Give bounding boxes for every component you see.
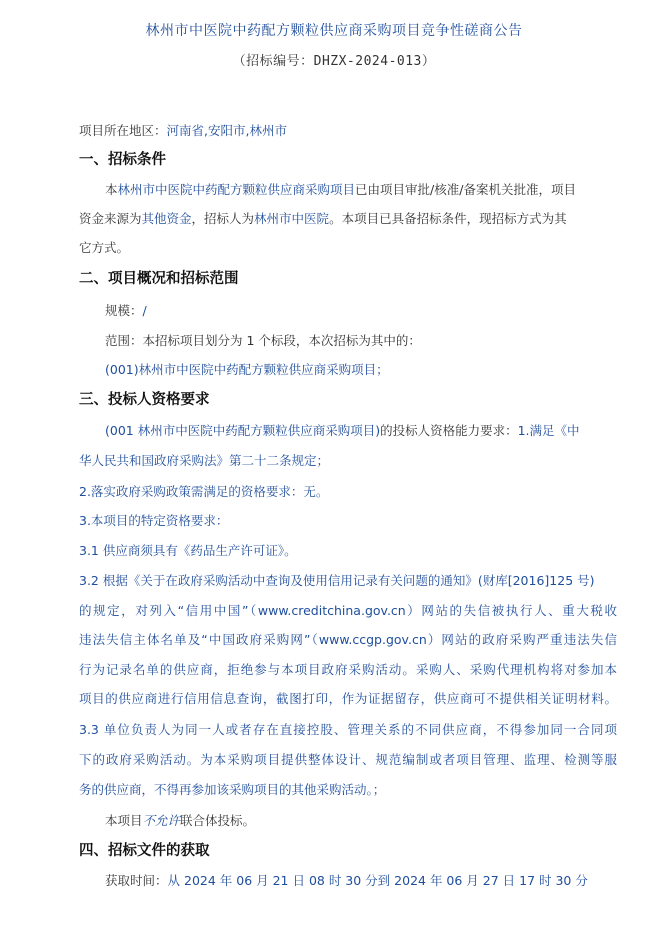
section-heading-1: 一、招标条件 xyxy=(79,152,166,168)
fund-source: 其他资金 xyxy=(141,211,192,226)
section-heading-4: 四、招标文件的获取 xyxy=(79,843,210,859)
qual-line-7: 的规定，对列入“信用中国”（www.creditchina.gov.cn）网站的失信被执行人、重大税收 xyxy=(79,603,617,618)
tender-code-prefix: （招标编号： xyxy=(232,54,314,69)
qual-line-5: 3.1 供应商须具有《药品生产许可证》。 xyxy=(79,543,297,558)
scale-line xyxy=(105,296,617,325)
project-region xyxy=(79,116,617,145)
scope-line: 范围：本招标项目划分为 1 个标段，本次招标为其中的： xyxy=(105,333,421,348)
text-run: 资金来源为 xyxy=(79,211,142,226)
text-run: 已由项目审批/核准/备案机关批准，项目 xyxy=(355,182,576,197)
time-label: 获取时间： xyxy=(105,873,168,888)
lot-ref: (001 林州市中医院中药配方颗粒供应商采购项目) xyxy=(105,423,381,438)
scale-value: / xyxy=(142,303,147,318)
qual-line-13: 务的供应商，不得再参加该采购项目的其他采购活动。； xyxy=(79,782,386,797)
text-run: 联合体投标。 xyxy=(180,813,256,828)
text-run: 的投标人资格能力要求： xyxy=(380,423,518,438)
section1-para-line3: 它方式。 xyxy=(79,240,130,255)
tender-code-line xyxy=(0,50,668,69)
text-run: ，招标人为 xyxy=(191,211,255,226)
qual-line-6: 3.2 根据《关于在政府采购活动中查询及使用信用记录有关问题的通知》(财库[2016]125 号) xyxy=(79,573,595,588)
text-run: 。本项目已具备招标条件，现招标方式为其 xyxy=(329,211,567,226)
joint-bid-value: 不允许 xyxy=(142,813,181,828)
section1-para-line1 xyxy=(105,175,617,204)
text-run: 1.满足《中 xyxy=(517,423,580,438)
scale-label: 规模： xyxy=(105,303,143,318)
tender-code-suffix: ） xyxy=(421,54,436,69)
qual-line-12: 下的政府采购活动。为本采购项目提供整体设计、规范编制或者项目管理、监理、检测等服 xyxy=(79,752,617,767)
section-heading-3: 三、投标人资格要求 xyxy=(79,392,210,408)
qual-line-1 xyxy=(105,416,617,445)
acquisition-time-line xyxy=(105,866,617,895)
tender-code: DHZX-2024-013 xyxy=(313,54,422,69)
qual-line-4: 3.本项目的特定资格要求： xyxy=(79,513,229,528)
time-value: 从 2024 年 06 月 21 日 08 时 30 分到 2024 年 06 月 27 日 17 时 30 分 xyxy=(167,873,588,888)
announcement-title: 林州市中医院中药配方颗粒供应商采购项目竞争性磋商公告 xyxy=(145,23,523,39)
qual-line-3: 2.落实政府采购政策需满足的资格要求：无。 xyxy=(79,484,329,499)
region-label: 项目所在地区： xyxy=(79,123,167,138)
qual-line-11: 3.3 单位负责人为同一人或者存在直接控股、管理关系的不同供应商，不得参加同一合同项 xyxy=(79,722,617,737)
section-heading-2: 二、项目概况和招标范围 xyxy=(79,271,239,287)
tenderer-name: 林州市中医院 xyxy=(254,211,330,226)
qual-line-8: 违法失信主体名单及“中国政府采购网”（www.ccgp.gov.cn）网站的政府采购严重违法失信 xyxy=(79,632,617,647)
qual-line-10: 项目的供应商进行信用信息查询，截图打印，作为证据留存，供应商可不提供相关证明材料。 xyxy=(79,691,617,706)
text-run: 本项目 xyxy=(105,813,143,828)
section1-para-line2 xyxy=(79,204,617,233)
lot-line: (001)林州市中医院中药配方颗粒供应商采购项目； xyxy=(105,362,389,377)
qual-line-2: 华人民共和国政府采购法》第二十二条规定； xyxy=(79,453,330,468)
qual-line-9: 行为记录名单的供应商，拒绝参与本项目政府采购活动。采购人、采购代理机构将对参加本 xyxy=(79,662,617,677)
project-name: 林州市中医院中药配方颗粒供应商采购项目 xyxy=(117,182,356,197)
text-run: 本 xyxy=(105,182,118,197)
region-value: 河南省,安阳市,林州市 xyxy=(166,123,287,138)
joint-bid-line xyxy=(105,806,617,835)
